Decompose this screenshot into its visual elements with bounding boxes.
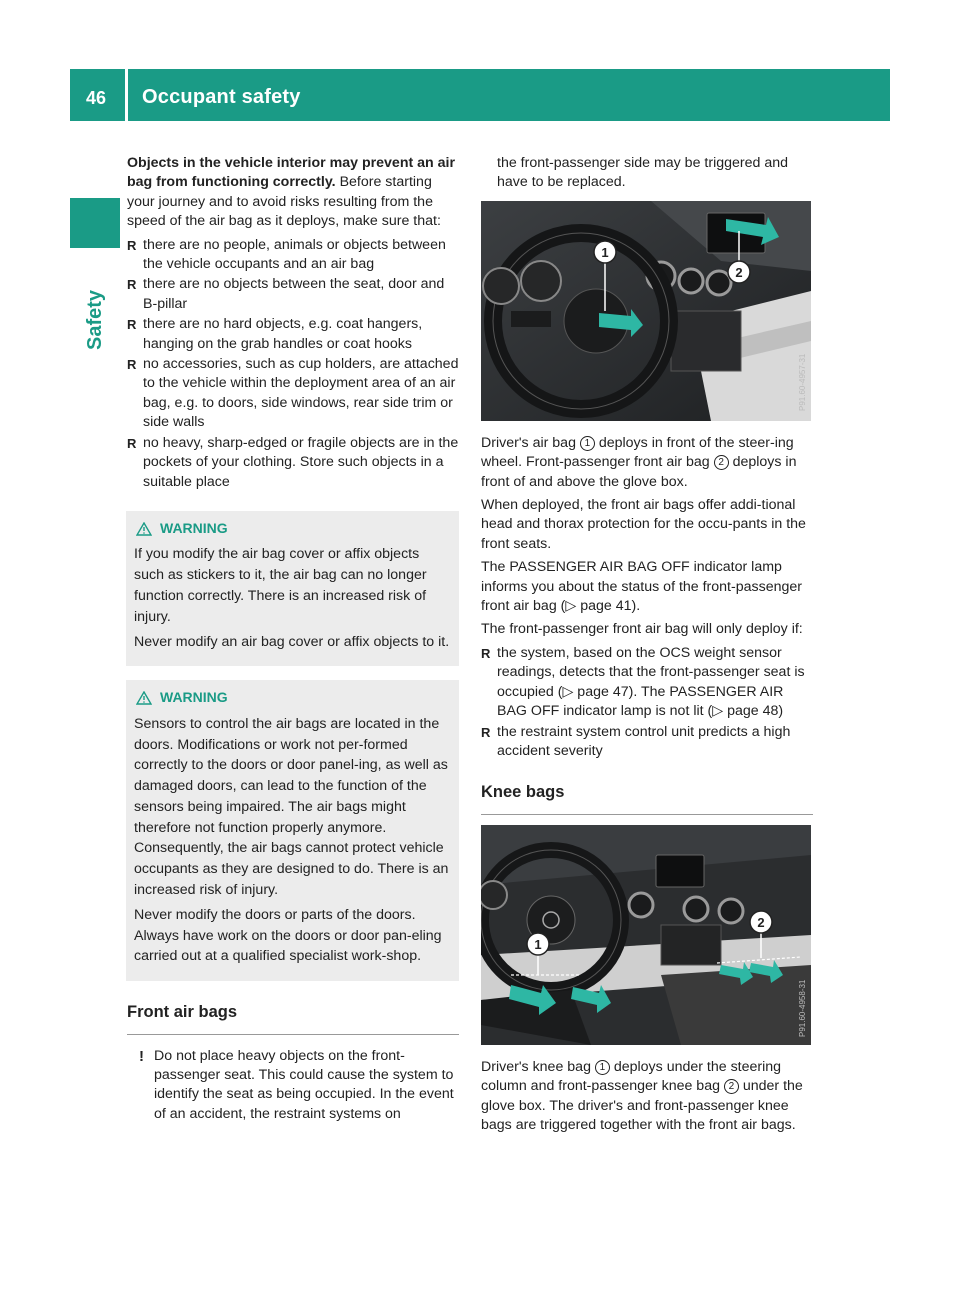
section-label: Safety (84, 289, 106, 350)
warning-header (136, 519, 451, 538)
precaution-list (127, 236, 459, 492)
knee-bag-illustration (481, 825, 811, 1045)
callout-ref-1: 1 (580, 436, 595, 451)
warning-text: Never modify an air bag cover or affix objects to it. (134, 633, 450, 650)
list-item: R there are no hard objects, e.g. coat hangers, hanging on the grab handles or coat hooks (127, 315, 459, 354)
warning-text: If you modify the air bag cover or affix objects such as stickers to it, the air bag can no longer function correctly. There is an increased risk of injury. (134, 546, 427, 625)
list-item: R there are no objects between the seat, door and B-pillar (127, 275, 459, 314)
warning-text: Sensors to control the air bags are located in the doors. Modifications or work not per-formed correctly to the doors or door panel-ing, as well as damaged doors, can lead to the function of the sensors being impaired. The air bags might therefore not function properly anymore. Consequently, the air bags cannot protect vehicle occupants as they are designed to do. There is an increased risk of injury. (134, 715, 449, 899)
warning-box-door-sensors (126, 680, 459, 981)
page-number: 46 (86, 88, 107, 108)
page-title: Occupant safety (142, 86, 301, 108)
paragraph: The PASSENGER AIR BAG OFF indicator lamp informs you about the status of the front-passenger front air bag (▷ page 41). (481, 559, 802, 615)
callout-1: 1 (601, 244, 609, 260)
left-column (127, 154, 459, 1124)
warning-triangle-icon (136, 691, 152, 705)
front-airbags-heading: Front air bags (127, 1003, 459, 1034)
paragraph: When deployed, the front air bags offer addi-tional head and thorax protection for the occu-pants in the front seats. (481, 497, 806, 552)
note-text: Do not place heavy objects on the front-passenger seat. This could cause the system to identify the seat as being occupied. In the event of an accident, the restraint systems on (154, 1047, 454, 1122)
warning-header (136, 688, 451, 707)
knee-bag-description: Driver's knee bag 1 deploys under the steering column and front-passenger knee bag 2 under the glove box. The driver's and front-passenger knee bags are triggered together with the front air bags. (481, 1058, 803, 1133)
intro-bold: Objects in the vehicle interior may prevent an air bag from functioning correctly. (127, 155, 456, 191)
section-tab-marker (70, 198, 120, 248)
warning-triangle-icon (136, 522, 152, 536)
front-airbag-figure (481, 201, 811, 421)
list-item: R there are no people, animals or objects between the vehicle occupants and an air bag (127, 236, 459, 275)
list-item: R no heavy, sharp-edged or fragile objects are in the pockets of your clothing. Store such objects in a suitable place (127, 434, 459, 492)
list-item: R the restraint system control unit predicts a high accident severity (481, 723, 813, 762)
figure-code: P91.60-4957-31 (798, 353, 807, 411)
callout-2: 2 (757, 914, 765, 930)
callout-ref-2: 2 (724, 1079, 739, 1094)
callout-ref-1: 1 (595, 1060, 610, 1075)
intro-text: Before starting your journey and to avoid risks resulting from the speed of the air bag as it deploys, make sure that: (127, 174, 441, 230)
callout-ref-2: 2 (714, 455, 729, 470)
warning-label: WARNING (160, 689, 228, 706)
note-block (127, 1047, 459, 1125)
list-item: R the system, based on the OCS weight sensor readings, detects that the front-passenger seat is occupied (▷ page 47). The PASSENGER AIR BAG OFF indicator lamp is not lit (▷ page 48) (481, 644, 813, 722)
paragraph: The front-passenger front air bag will only deploy if: (481, 621, 803, 638)
exclamation-note-icon: ! (139, 1047, 144, 1065)
right-column (481, 154, 813, 1139)
header-divider (125, 69, 128, 121)
knee-bags-heading: Knee bags (481, 783, 813, 814)
deploy-conditions-list (481, 644, 813, 761)
callout-1: 1 (534, 936, 542, 952)
warning-box-airbag-cover (126, 511, 459, 666)
list-item: R no accessories, such as cup holders, are attached to the vehicle within the deployment area of an air bag, e.g. to doors, side windows, rear side trim or side walls (127, 355, 459, 433)
front-airbag-illustration (481, 201, 811, 421)
warning-text: Never modify the doors or parts of the doors. Always have work on the doors or door pan-eling carried out at a qualified specialist work-shop. (134, 906, 442, 965)
callout-2: 2 (735, 264, 743, 280)
intro-paragraph (127, 154, 459, 232)
continued-text: the front-passenger side may be triggered and have to be replaced. (497, 155, 789, 191)
figure-code: P91.60-4958-31 (798, 979, 807, 1037)
knee-bag-figure (481, 825, 811, 1045)
front-airbag-description: Driver's air bag 1 deploys in front of the steer-ing wheel. Front-passenger front air bag 2 deploys in front of and above the glove box. (481, 434, 797, 490)
warning-label: WARNING (160, 519, 228, 536)
